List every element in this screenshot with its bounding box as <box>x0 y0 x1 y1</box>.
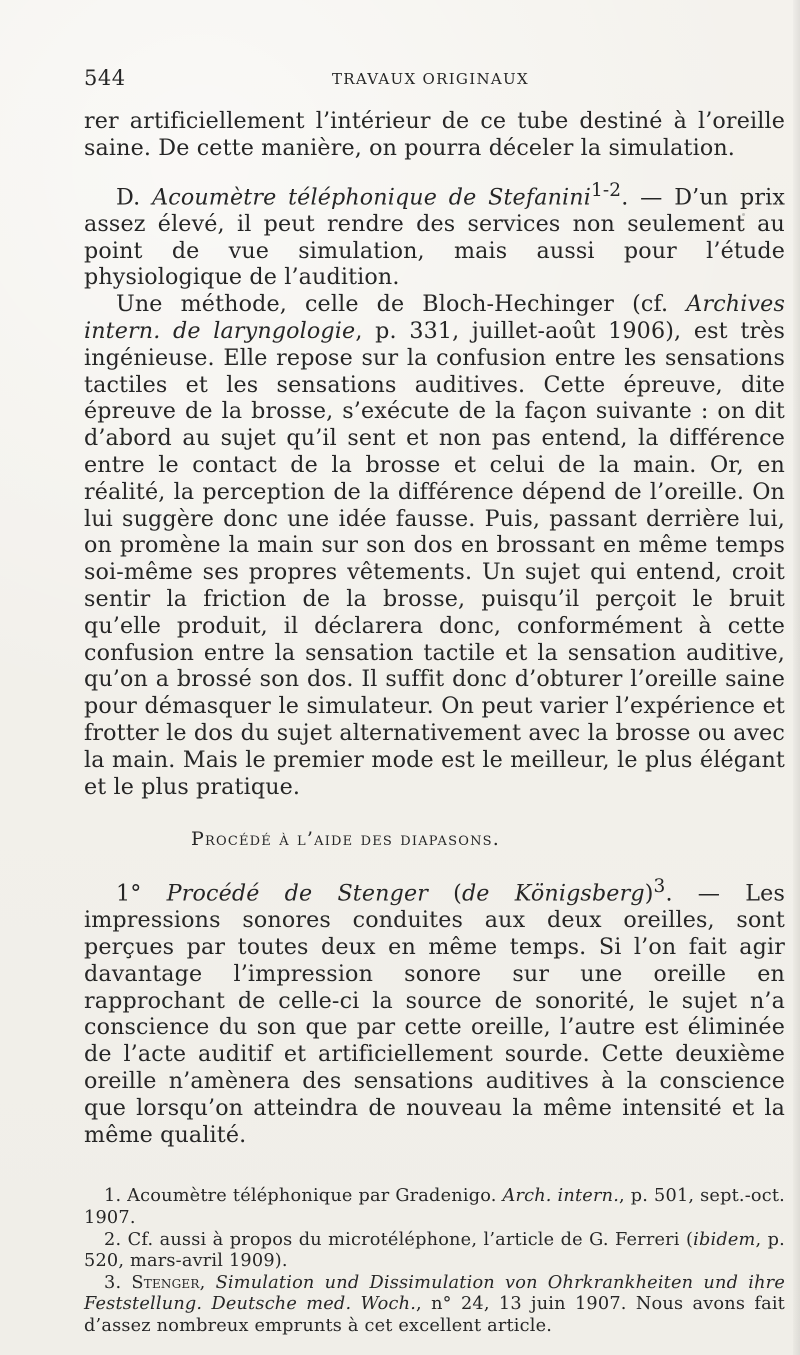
paragraph-lead: D. <box>116 183 153 210</box>
paragraph-text: . — Les impressions sonores conduites aux deux oreilles, sont perçues par toutes deux en même temps. Si l’on fait agir davantage l’impression sonore sur une oreille en rapprochant de celle-ci la source de sonorité, le sujet n’a conscience du son que par cette oreille, l’autre est éliminée de l’acte auditif et artificiellement sourde. Cette deuxième oreille n’amènera des sensations auditives à la conscience que lorsqu’on atteindra de nouveau la même intensité et la même qualité. <box>84 880 785 1148</box>
paragraph-bloch-hechinger <box>84 291 785 800</box>
close-parenthesis: ) <box>644 880 654 907</box>
footnote-text: 2. Cf. aussi à propos du microtéléphone, l’article de G. Ferreri ( <box>104 1229 694 1250</box>
paper-speck <box>742 213 745 216</box>
paragraph-text-rest: , p. 331, juillet-août 1906), est très ingénieuse. Elle repose sur la confusion entre les sensations tactiles et les sensations auditives. Cette épreuve, dite épreuve de la brosse, s’exécute de la façon suivante : on dit d’abord au sujet qu’il sent et non pas entend, la différence entre le contact de la brosse et celui de la main. Or, en réalité, la perception de la différence dépend de l’oreille. On lui suggère donc une idée fausse. Puis, passant derrière lui, on promène la main sur son dos en brossant en même temps soi-même ses propres vêtements. Un sujet qui entend, croit sentir la friction de la brosse, puisqu’il perçoit le bruit qu’elle produit, il déclarera donc, conformément à cette confusion entre la sensation tactile et la sensation auditive, qu’on a brossé son dos. Il suffit donc d’obturer l’oreille saine pour démasquer le simulateur. On peut varier l’expérience et frotter le dos du sujet alternativement avec la brosse ou avec la main. Mais le premier mode est le meilleur, le plus élégant et le plus pratique. <box>84 317 785 800</box>
footnote-text: , p. 520, mars-avril 1909). <box>84 1229 785 1272</box>
journal-title: Archives intern. de laryngologie <box>84 291 785 344</box>
page-edge-shadow <box>793 0 800 1355</box>
italic-place: de Königsberg <box>461 880 645 907</box>
paragraph-stenger <box>84 874 785 1148</box>
page-header <box>84 58 756 94</box>
footnote-3 <box>84 1273 785 1338</box>
footnote-reference: 3 <box>653 876 666 898</box>
footnotes <box>84 1186 785 1337</box>
italic-procedure-title: Procédé de Stenger <box>166 880 428 907</box>
paragraph-continuation: rer artificiellement l’intérieur de ce tube destiné à l’oreille saine. De cette manière, on pourra déceler la simulation. <box>84 108 785 161</box>
footnote-author: Stenger <box>131 1272 200 1293</box>
body-text <box>84 108 785 1148</box>
footnote-text: , n° 24, 13 juin 1907. Nous avons fait d’assez nombreux emprunts à cet excellent article. <box>84 1294 785 1337</box>
paper-speck <box>700 763 702 765</box>
footnote-2 <box>84 1230 785 1273</box>
footnote-italic: ibidem <box>693 1229 756 1250</box>
footnote-text: 1. Acoumètre téléphonique par Gradenigo. <box>104 1186 503 1207</box>
paragraph-text: . — D’un prix assez élevé, il peut rendre des services non seulement au point de vue simulation, mais aussi pour l’étude physiologique de l’audition. <box>84 183 785 291</box>
italic-title: Acoumètre téléphonique de Stefanini <box>152 183 591 210</box>
paragraph-stefanini <box>84 178 785 292</box>
footnote-text: 3. <box>104 1272 132 1293</box>
running-title: TRAVAUX ORIGINAUX <box>332 70 529 88</box>
footnote-italic: Arch. intern. <box>502 1186 620 1207</box>
paragraph-text-start: Une méthode, celle de Bloch-Hechinger (cf. <box>116 291 687 318</box>
paper-speck <box>755 1288 757 1290</box>
page-number: 544 <box>84 66 126 90</box>
open-parenthesis: ( <box>427 880 462 907</box>
item-number: 1° <box>116 880 167 907</box>
section-heading: Procédé à l’aide des diapasons. <box>191 828 501 851</box>
footnote-text: , <box>199 1272 216 1293</box>
footnote-text: , p. 501, sept.-oct. 1907. <box>84 1186 785 1229</box>
footnote-1 <box>84 1186 785 1229</box>
footnote-italic: Simulation und Dissimulation von Ohrkrankheiten und ihre Feststellung. Deutsche med. Woch. <box>84 1272 785 1315</box>
footnote-reference: 1-2 <box>590 179 622 201</box>
